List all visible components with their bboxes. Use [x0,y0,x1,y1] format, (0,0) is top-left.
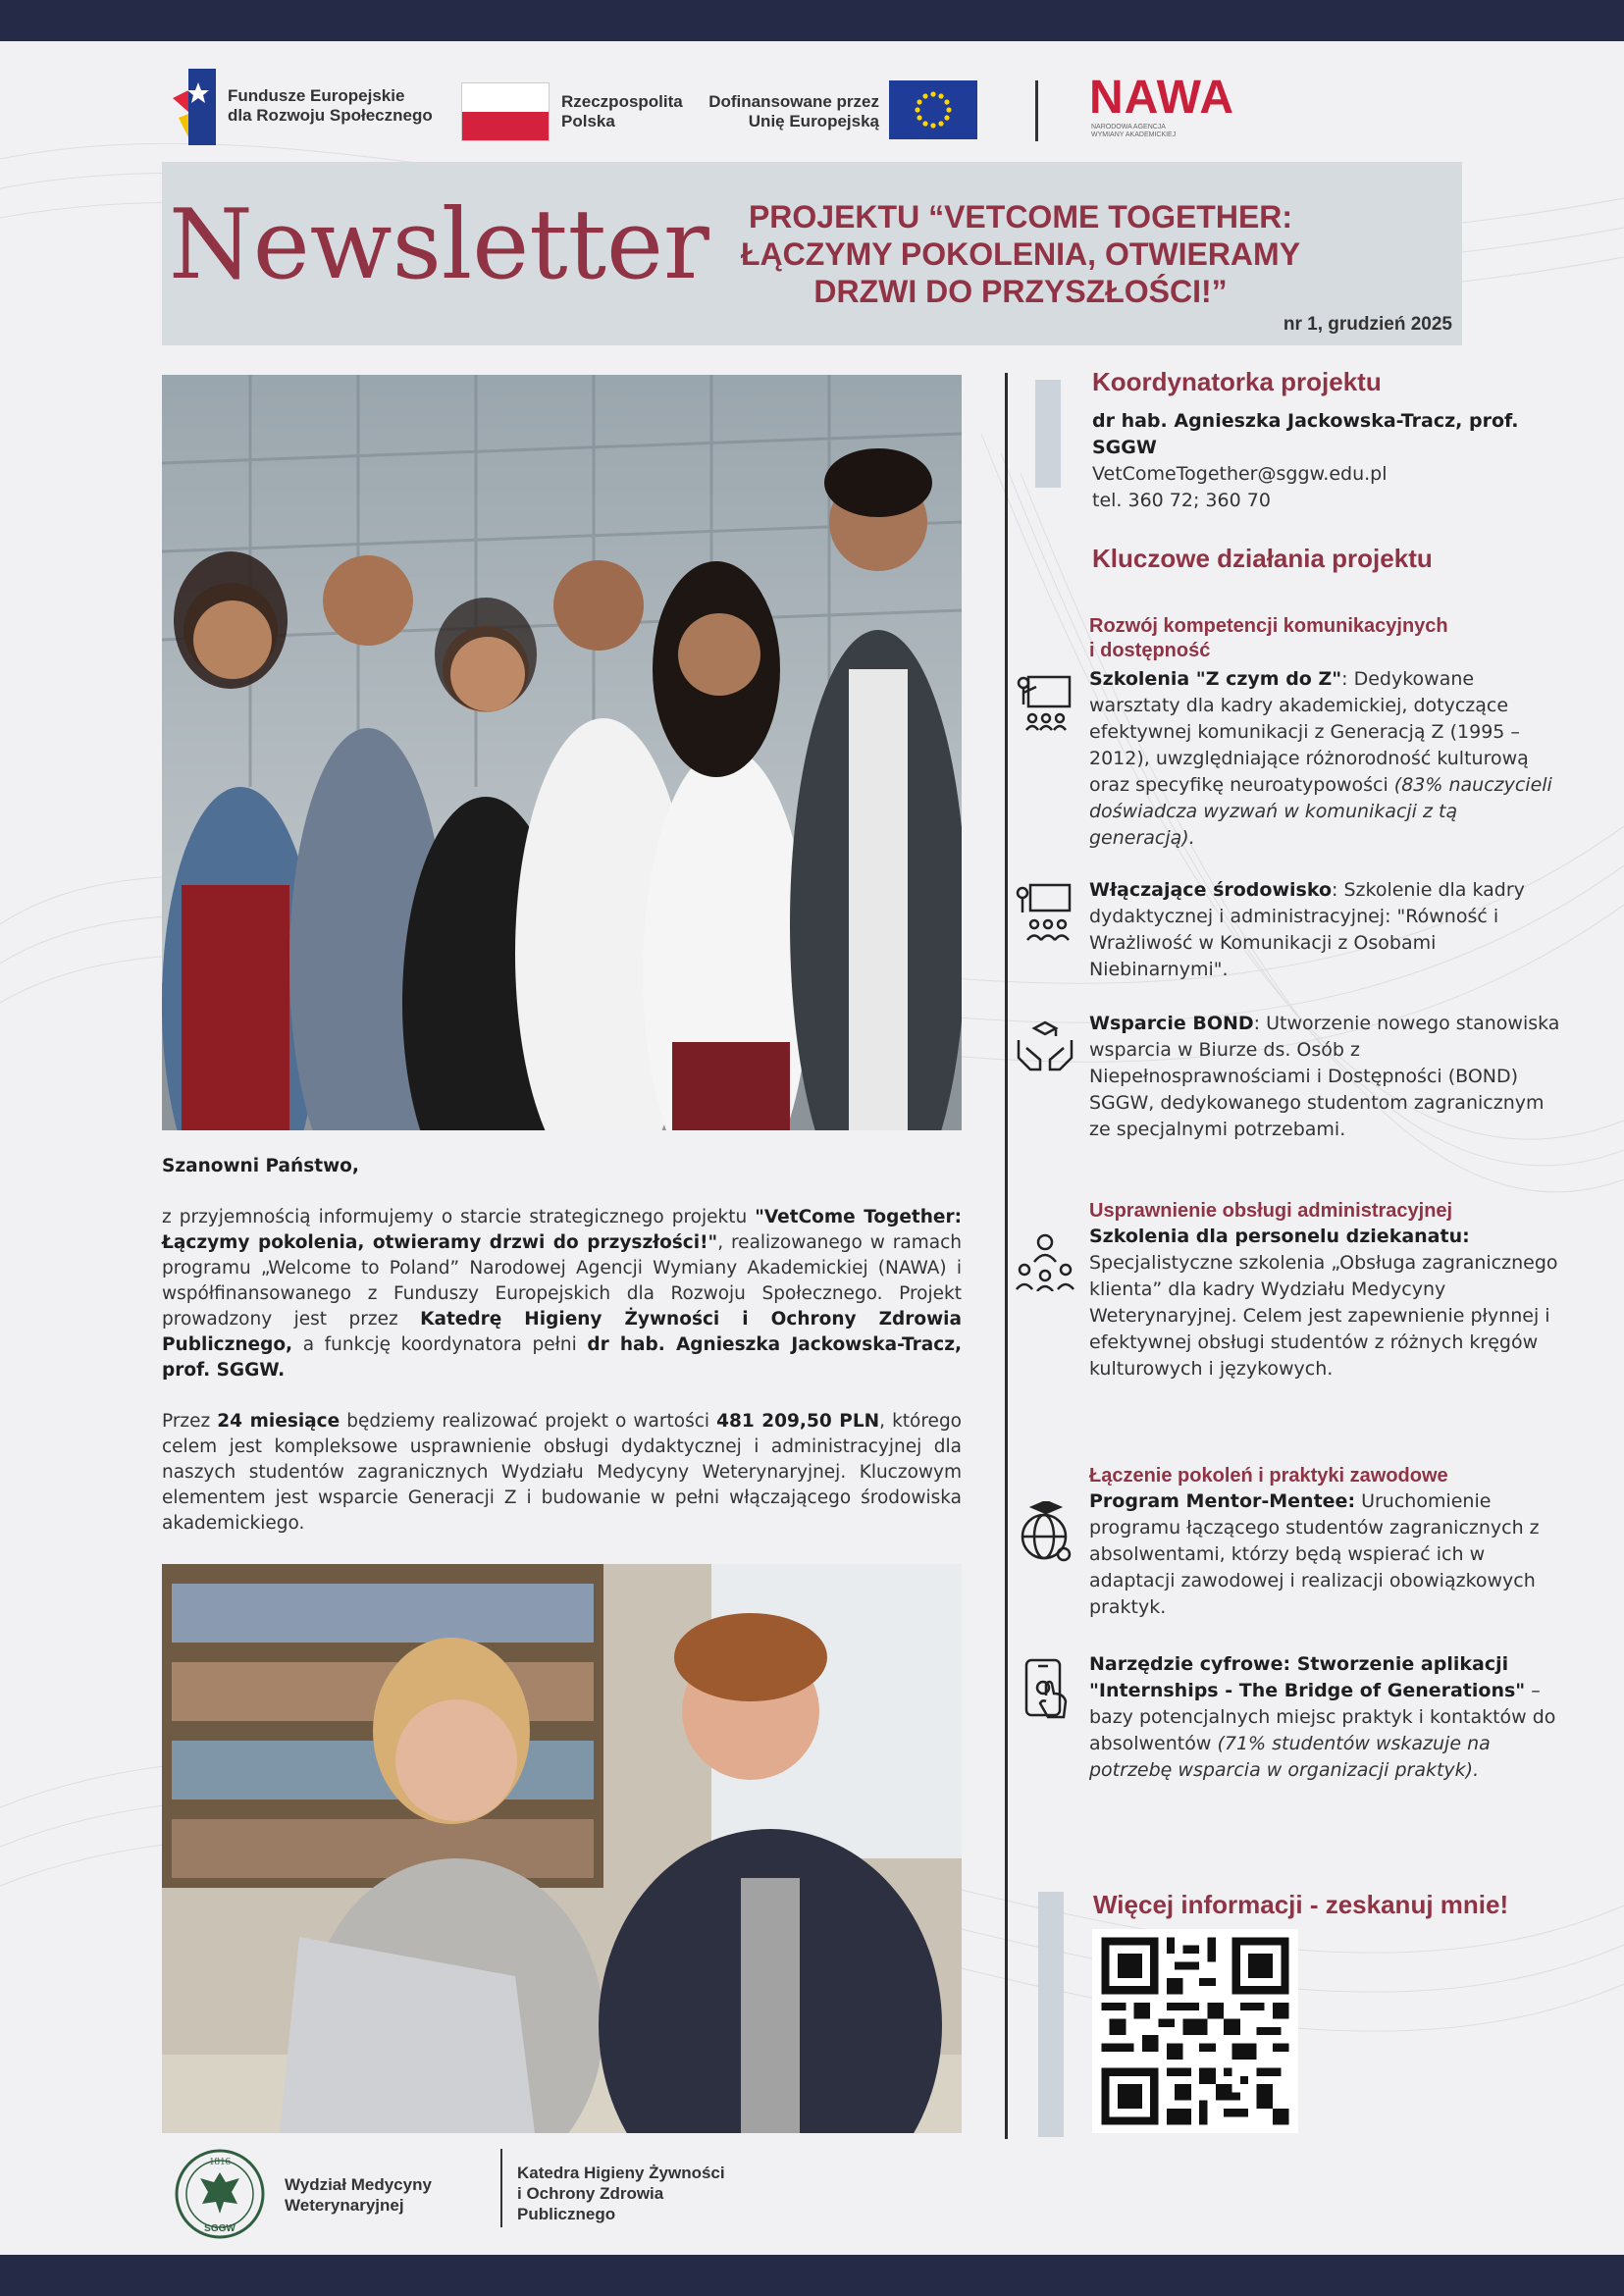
letter-paragraph-1: z przyjemnością informujemy o starcie strategicznego projektu "VetCome Together: Łączymy pokolenia, otwieramy drzwi do przyszłości!", realizowanego w ramach programu „Welcome to Poland” Narodowej Agencji Wymiany Akademickiej (NAWA) i współfinansowanego z Funduszy Europejskich dla Rozwoju Społecznego. Projekt prowadzony jest przez Katedrę Higieny Żywności i Ochrony Zdrowia Publicznego, a funkcję koordynatora pełni dr hab. Agnieszka Jackowska-Tracz, prof. SGGW. [162,1207,963,1381]
mobile-app-icon [1021,1658,1081,1719]
training-board-icon [1015,671,1075,732]
coordinator-accent-bar [1035,380,1061,488]
seal-name: SGGW [204,2223,236,2234]
action-item-dean-office-training: Szkolenia dla personelu dziekanatu: Specjalistyczne szkolenia „Obsługa zagranicznego klienta” dla kadry Wydziału Medycyny Weterynaryjnej. Celem jest zapewnienie płynnej i efektywnej obsługi studentów z różnych kręgów kulturowych i językowych. [1089,1226,1558,1380]
coordinator-email[interactable]: VetComeTogether@sggw.edu.pl [1092,463,1388,485]
greeting: Szanowni Państwo, [162,1156,359,1176]
mentoring-photo [162,1564,962,2133]
actions-heading: Kluczowe działania projektu [1092,544,1433,573]
faculty-name: Wydział Medycyny Weterynaryjnej [285,2175,432,2215]
seal-year: 1816 [209,2156,231,2167]
coordinator-name: dr hab. Agnieszka Jackowska-Tracz, prof. SGGW [1092,410,1519,458]
column-divider [1005,373,1008,2139]
poland-flag-icon [461,82,550,141]
issue-number: nr 1, grudzień 2025 [1283,314,1452,335]
newsletter-title: Newsletter [169,189,709,301]
nawa-logo: NAWA [1089,72,1234,124]
rp-logo-text: Rzeczpospolita Polska [561,92,683,130]
qr-heading: Więcej informacji - zeskanuj mnie! [1093,1890,1509,1919]
footer-divider [500,2149,502,2227]
nawa-logo-subtitle: NARODOWA AGENCJA WYMIANY AKADEMICKIEJ [1091,124,1177,138]
section-administration-title: Usprawnienie obsługi administracyjnej [1089,1200,1453,1222]
department-name: Katedra Higieny Żywności i Ochrony Zdrowia Publicznego [517,2164,725,2223]
globe-graduation-icon [1015,1501,1075,1562]
action-item-inclusive-environment: Włączające środowisko: Szkolenie dla kadry dydaktycznej i administracyjnej: "Równość i Wrażliwość w Komunikacji z Osobami Niebinarnymi". [1089,879,1525,980]
logo-divider [1035,80,1038,141]
section-generations-title: Łączenie pokoleń i praktyki zawodowe [1089,1465,1448,1487]
staff-network-icon [1015,1230,1075,1291]
inclusive-presentation-icon [1015,881,1075,942]
team-photo [162,375,962,1130]
section-communication-title: Rozwój kompetencji komunikacyjnych i dostępność [1089,615,1448,661]
qr-code-icon [1092,1929,1298,2133]
qr-accent-bar [1038,1892,1064,2137]
intro-letter [162,1154,962,1562]
action-item-z-czym-do-z: Szkolenia "Z czym do Z": Dedykowane warsztaty dla kadry akademickiej, dotyczące efektywnej komunikacji z Generacją Z (1995 – 2012), uwzględniające różnorodność kulturową oraz specyfikę neuroatypowości (83% nauczycieli doświadcza wyzwań w komunikacji z tą generacją). [1089,668,1552,849]
eu-flag-icon [889,80,977,139]
bottom-bar [0,2255,1624,2296]
top-bar [0,0,1624,41]
eagle-icon [200,2172,239,2214]
action-item-internships-app: Narzędzie cyfrowe: Stworzenie aplikacji "Internships - The Bridge of Generations" – bazy potencjalnych miejsc praktyk i kontaktów do absolwentów (71% studentów wskazuje na potrzebę wsparcia w organizacji praktyk). [1089,1653,1556,1781]
coordinator-heading: Koordynatorka projektu [1092,367,1382,396]
action-item-mentor-mentee: Program Mentor-Mentee: Uruchomienie programu łączącego studentów zagranicznych z absolwentami, którzy będą wspierać ich w adaptacji zawodowej i realizacji obowiązkowych praktyk. [1089,1490,1540,1618]
sggw-seal [175,2149,265,2239]
action-item-bond-support: Wsparcie BOND: Utworzenie nowego stanowiska wsparcia w Biurze ds. Osób z Niepełnosprawnościami i Dostępności (BOND) SGGW, dedykowanego studentom zagranicznym ze specjalnymi potrzebami. [1089,1013,1560,1140]
coordinator-details [1092,408,1583,514]
fe-logo-icon [173,69,218,147]
qr-code[interactable] [1092,1929,1298,2133]
eu-logo-text: Dofinansowane przez Unię Europejską [708,92,879,130]
fe-logo-text: Fundusze Europejskie dla Rozwoju Społecznego [228,86,433,125]
letter-paragraph-2: Przez 24 miesiące będziemy realizować projekt o wartości 481 209,50 PLN, którego celem jest kompleksowe usprawnienie obsługi dydaktycznej i administracyjnej dla naszych studentów zagranicznych Wydziału Medycyny Weterynaryjnej. Kluczowym elementem jest wsparcie Generacji Z i budowanie w pełni włączającego środowiska akademickiego. [162,1411,962,1534]
helping-hands-icon [1015,1015,1075,1075]
project-title: PROJEKTU “VETCOME TOGETHER: ŁĄCZYMY POKOLENIA, OTWIERAMY DRZWI DO PRZYSZŁOŚCI!” [740,199,1301,309]
coordinator-phone: tel. 360 72; 360 70 [1092,490,1271,511]
